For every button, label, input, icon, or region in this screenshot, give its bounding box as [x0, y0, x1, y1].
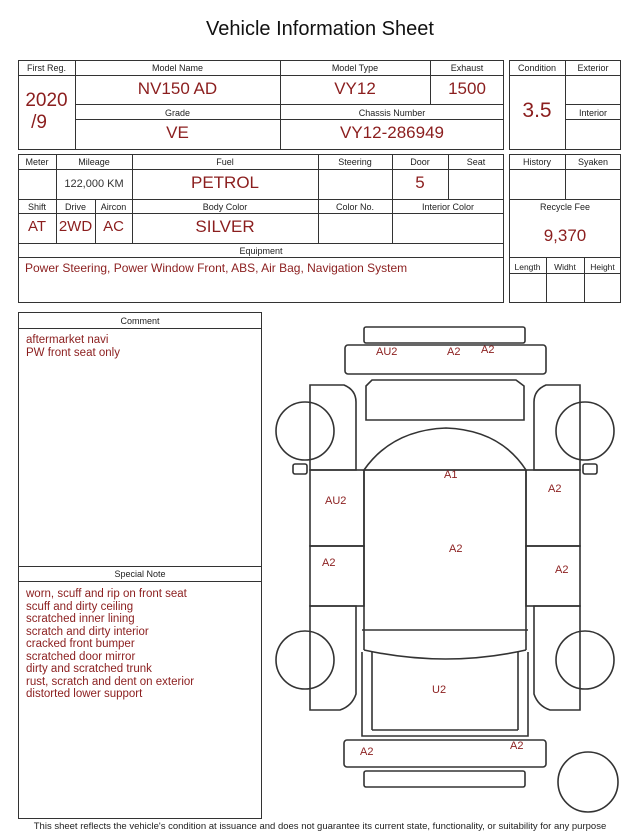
grade-label: Grade [164, 108, 190, 118]
comment-line: PW front seat only [26, 346, 120, 359]
special-note-line: distorted lower support [26, 688, 143, 700]
aircon-label: Aircon [100, 202, 127, 212]
special-note-label: Special Note [114, 569, 166, 579]
drive-value: 2WD [58, 218, 93, 235]
special-note-line: scuff and dirty ceiling [26, 600, 134, 613]
damage-mark-rear-lower: U2 [432, 684, 447, 696]
aircon-value: AC [103, 218, 124, 235]
special-note-lines [26, 588, 194, 701]
exterior-label: Exterior [577, 63, 609, 73]
special-note-line: scratched door mirror [26, 650, 136, 663]
steering-label: Steering [338, 157, 372, 167]
chassis-value: VY12-286949 [340, 123, 444, 142]
body-color-label: Body Color [202, 202, 248, 212]
damage-mark-windshield: A1 [444, 469, 458, 481]
fuel-label: Fuel [216, 157, 234, 167]
syaken-label: Syaken [577, 157, 609, 167]
special-note-line: cracked front bumper [26, 638, 135, 650]
special-note-line: rust, scratch and dent on exterior [26, 675, 195, 688]
length-label: Length [514, 262, 541, 272]
first-reg-label: First Reg. [26, 63, 66, 73]
body-color-value: SILVER [195, 217, 255, 236]
recycle-fee-value: 9,370 [543, 226, 587, 245]
first-reg-year: 2020 [25, 90, 68, 111]
shift-label: Shift [27, 202, 46, 212]
grade-value: VE [166, 123, 189, 142]
damage-mark-rear-bumper-right: A2 [510, 740, 524, 752]
history-label: History [522, 157, 551, 167]
condition-score: 3.5 [522, 99, 552, 122]
model-type-label: Model Type [331, 63, 379, 73]
footer-disclaimer: This sheet reflects the vehicle's condition at issuance and does not guarantee its current state, functionality, or suitability for any purpose [33, 821, 607, 832]
model-name-label: Model Name [151, 63, 204, 73]
comment-lines [26, 334, 120, 359]
damage-mark-front-bumper-right: A2 [481, 344, 495, 356]
mileage-label: Mileage [78, 157, 110, 167]
damage-mark-right-front-door: A2 [548, 483, 562, 495]
exhaust-label: Exhaust [450, 63, 484, 73]
seat-label: Seat [466, 157, 486, 167]
comment-label: Comment [120, 316, 160, 326]
drive-label: Drive [64, 202, 86, 212]
damage-mark-front-bumper-left: AU2 [376, 346, 398, 358]
damage-mark-left-rear-door: A2 [322, 557, 336, 569]
color-no-label: Color No. [335, 202, 374, 212]
equipment-label: Equipment [239, 246, 283, 256]
height-label: Height [590, 262, 615, 272]
equipment-value: Power Steering, Power Window Front, ABS, Air Bag, Navigation System [25, 261, 408, 275]
fuel-value: PETROL [190, 173, 260, 192]
door-value: 5 [415, 173, 425, 192]
damage-mark-front-bumper-mid: A2 [447, 346, 461, 358]
exhaust-value: 1500 [448, 79, 486, 98]
recycle-fee-label: Recycle Fee [539, 202, 591, 212]
special-note-line: scratched inner lining [26, 613, 135, 625]
model-type-value: VY12 [334, 79, 376, 98]
damage-mark-right-rear-door: A2 [555, 564, 569, 576]
shift-value: AT [27, 218, 47, 235]
condition-label: Condition [517, 63, 557, 73]
interior-color-label: Interior Color [421, 202, 475, 212]
meter-label: Meter [25, 157, 49, 167]
model-name-value: NV150 AD [137, 79, 218, 98]
damage-mark-left-front-door: AU2 [325, 495, 347, 507]
width-label: Widht [554, 262, 576, 272]
page-title: Vehicle Information Sheet [206, 18, 434, 40]
special-note-line: scratch and dirty interior [26, 625, 149, 638]
damage-mark-rear-bumper-left: A2 [360, 746, 374, 758]
damage-mark-roof: A2 [449, 543, 463, 555]
interior-label: Interior [578, 108, 607, 118]
mileage-value: 122,000 KM [64, 178, 124, 190]
chassis-label: Chassis Number [358, 108, 426, 118]
door-label: Door [410, 157, 430, 167]
special-note-line: worn, scuff and rip on front seat [26, 588, 187, 600]
special-note-line: dirty and scratched trunk [26, 663, 152, 675]
comment-line: aftermarket navi [26, 334, 109, 346]
first-reg-month: /9 [31, 112, 47, 133]
